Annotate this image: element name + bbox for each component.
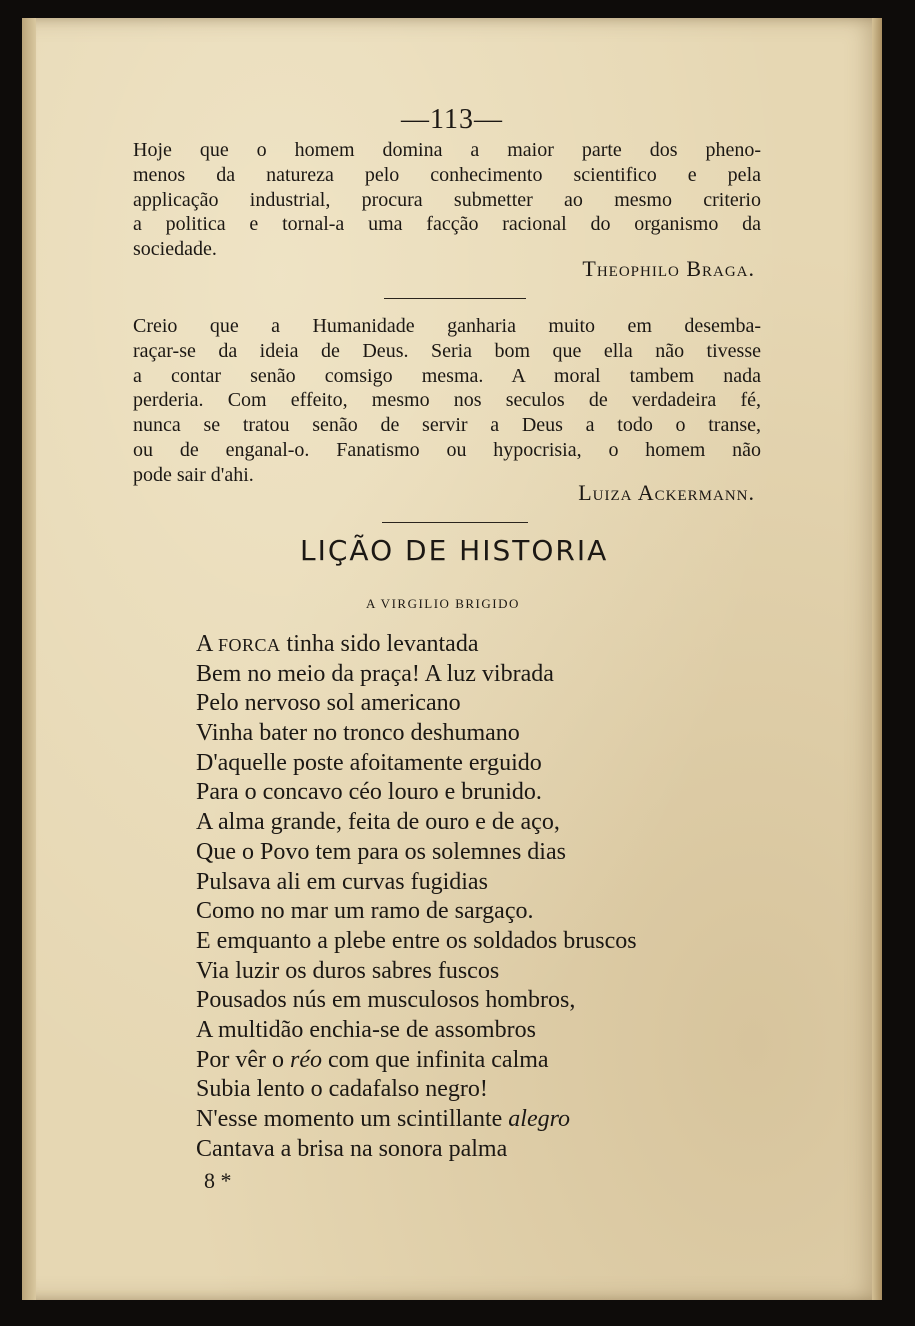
poem-text: Por vêr o	[196, 1046, 290, 1073]
page-number: —113—	[401, 104, 503, 135]
quote-line: Hoje que o homem domina a maior parte dos pheno-	[133, 139, 761, 161]
poem-line: Pelo nervoso sol americano	[196, 690, 461, 717]
poem-dedication: A VIRGILIO BRIGIDO	[366, 596, 520, 611]
quote-braga	[133, 138, 761, 262]
poem-line: D'aquelle poste afoitamente erguido	[196, 749, 542, 776]
poem-line: Pulsava ali em curvas fugidias	[196, 868, 488, 895]
quote-line: sociedade.	[133, 238, 217, 261]
poem-line	[196, 1105, 637, 1135]
signature-mark: 8 *	[204, 1168, 232, 1193]
divider	[384, 298, 526, 299]
poem-line: A alma grande, feita de ouro e de aço,	[196, 809, 560, 836]
poem-first-rest: tinha sido levantada	[280, 631, 479, 657]
poem-line	[196, 630, 637, 660]
quote-line: Creio que a Humanidade ganharia muito em desemba-	[133, 315, 761, 337]
page-edge	[872, 18, 882, 1300]
quote-line: perderia. Com effeito, mesmo nos seculos de verdadeira fé,	[133, 389, 761, 412]
poem-line: Vinha bater no tronco deshumano	[196, 720, 520, 747]
quote-line: ou de enganal-o. Fanatismo ou hypocrisia, o homem não	[133, 438, 761, 461]
quote-line: a contar senão comsigo mesma. A moral tambem nada	[133, 364, 761, 387]
poem-body	[196, 630, 637, 1164]
poem-line: Pousados nús em musculosos hombros,	[196, 987, 576, 1014]
poem-italic-word: alegro	[508, 1106, 571, 1132]
poem-line: Cantava a brisa na sonora palma	[196, 1135, 508, 1162]
quote-line: nunca se tratou senão de servir a Deus a todo o transe,	[133, 414, 761, 437]
poem-line: Via luzir os duros sabres fuscos	[196, 957, 500, 984]
poem-smallcaps-word: FORCA	[218, 635, 281, 655]
poem-line: Bem no meio da praça! A luz vibrada	[196, 660, 554, 687]
author-name: Theophilo Braga.	[582, 256, 755, 281]
quote-line: pode sair d'ahi.	[133, 463, 254, 486]
quote-line: a politica e tornal-a uma facção racional do organismo da	[133, 213, 761, 236]
poem-text: N'esse momento um scintillante	[196, 1106, 509, 1132]
quote-line: raçar-se da ideia de Deus. Seria bom que ella não tivesse	[133, 339, 761, 362]
poem-line: E emquanto a plebe entre os soldados bruscos	[196, 927, 637, 954]
quote-ackermann	[133, 314, 761, 488]
poem-line: A multidão enchia-se de assombros	[196, 1016, 536, 1043]
poem-line	[196, 1046, 637, 1076]
poem-title: LIÇÃO DE HISTORIA	[300, 534, 609, 567]
author-name: Luiza Ackermann.	[578, 480, 755, 505]
quote-author-ackermann	[578, 480, 755, 506]
page-gutter	[22, 18, 36, 1300]
divider	[382, 522, 528, 523]
quote-line: applicação industrial, procura submetter ao mesmo criterio	[133, 188, 761, 211]
poem-first-word: A	[196, 631, 213, 657]
quote-author-braga	[582, 256, 755, 282]
poem-line: Como no mar um ramo de sargaço.	[196, 898, 534, 925]
poem-line: Subia lento o cadafalso negro!	[196, 1076, 488, 1103]
poem-text: com que infinita calma	[321, 1046, 549, 1073]
poem-italic-word: réo	[289, 1046, 322, 1073]
poem-line: Para o concavo céo louro e brunido.	[196, 779, 542, 806]
quote-line: menos da natureza pelo conhecimento scientifico e pela	[133, 163, 761, 186]
poem-line: Que o Povo tem para os solemnes dias	[196, 838, 566, 865]
